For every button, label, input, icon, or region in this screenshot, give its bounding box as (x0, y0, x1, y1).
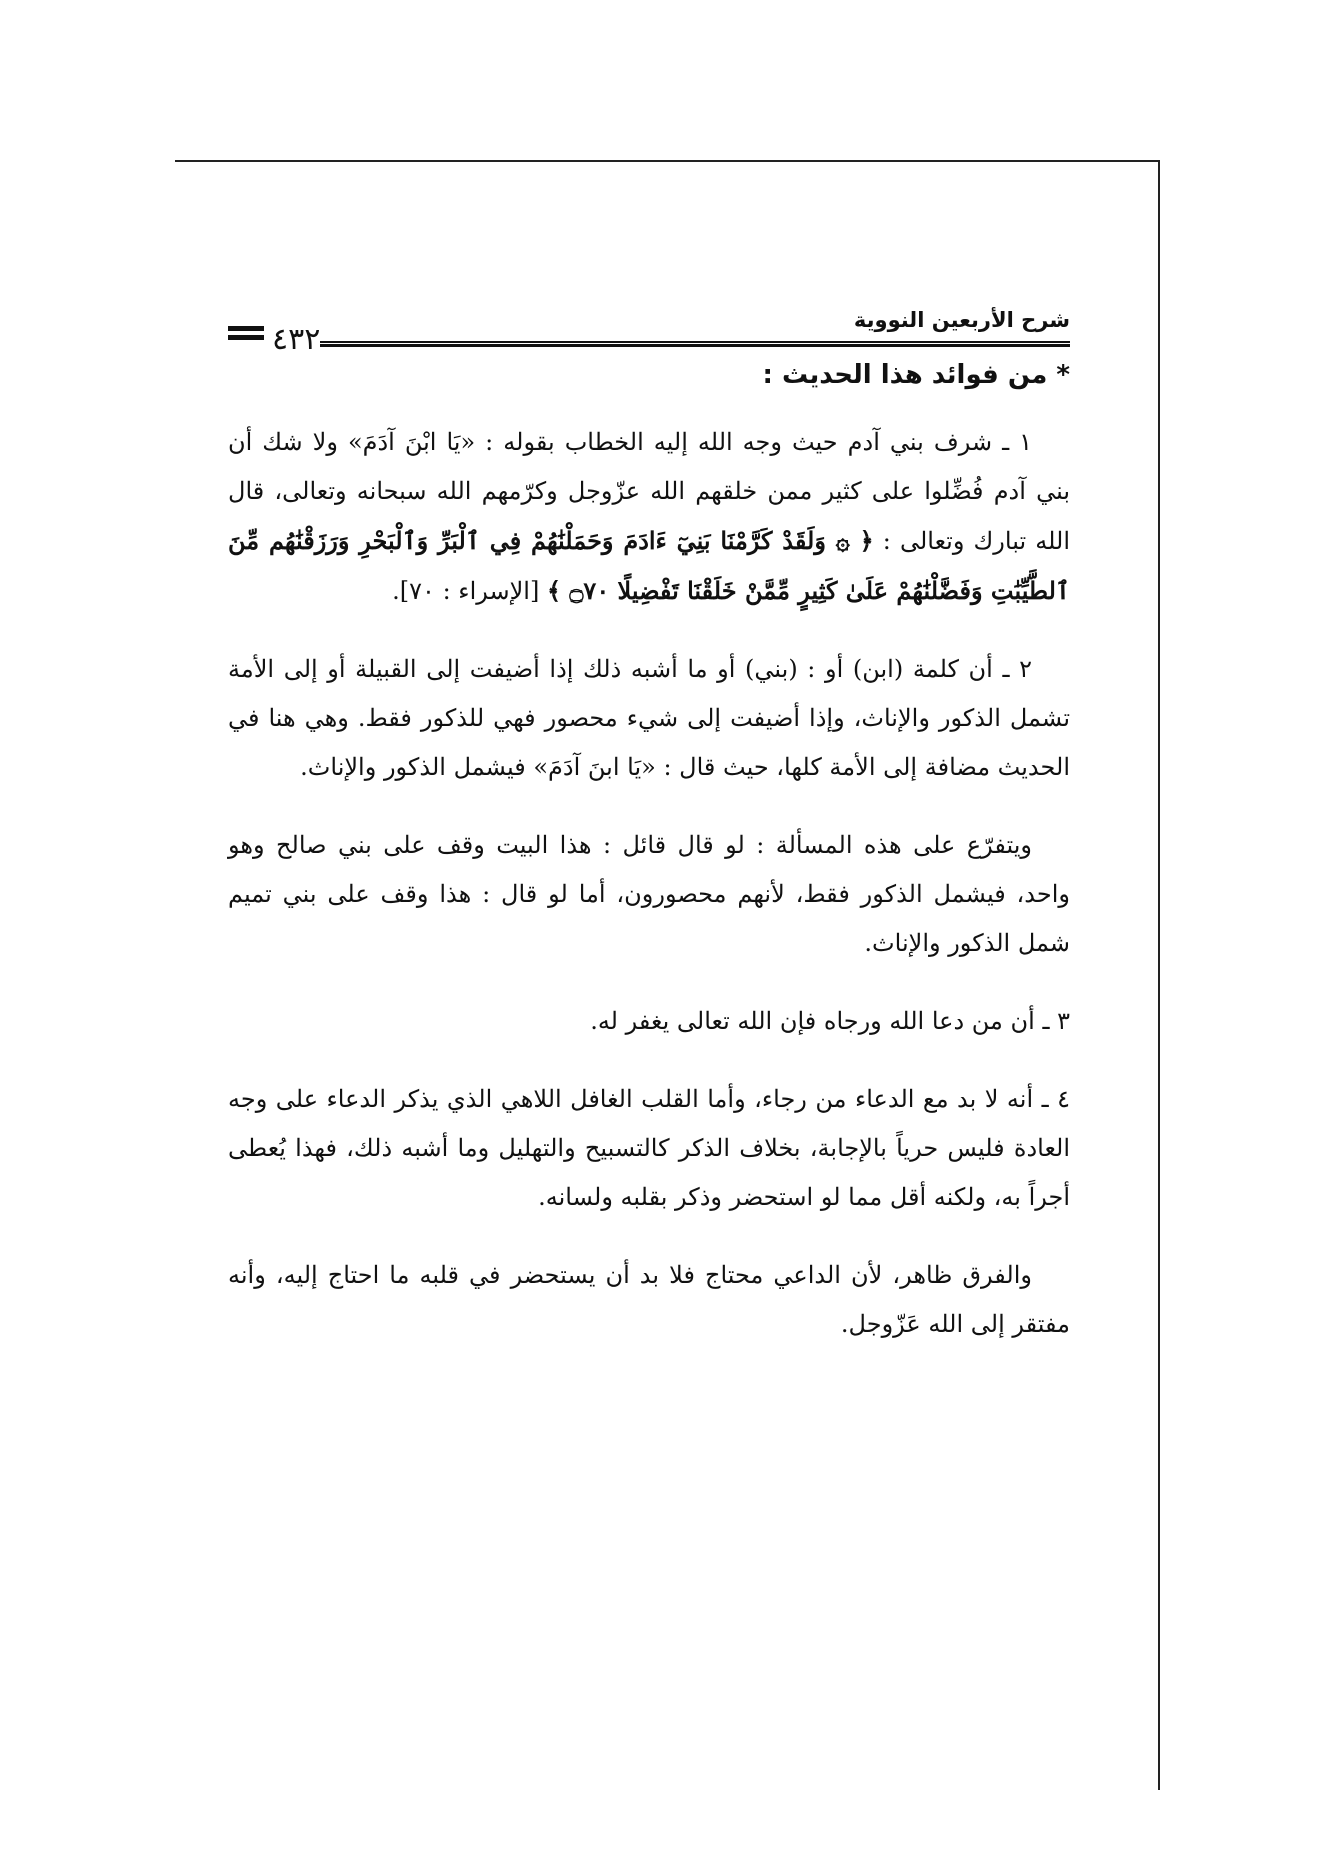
section-heading: * من فوائد هذا الحديث : (762, 360, 1070, 390)
benefit-3-paragraph: ٣ ـ أن من دعا الله ورجاه فإن الله تعالى يغفر له. (590, 1007, 1070, 1035)
benefit-1-text: ١ ـ شرف بني آدم حيث وجه الله إليه الخطاب بقوله : «يَا ابْنَ آدَمَ» ولا شك أن بني آدم فُضِّلوا على كثير ممن خلقهم الله عزّوجل وكرّمهم الله سبحانه وتعالى، قال الله تبارك وتعالى : (228, 428, 1071, 555)
running-header (228, 290, 1070, 357)
quran-verse: ﴿ ۞ وَلَقَدْ كَرَّمْنَا بَنِيٓ ءَادَمَ وَحَمَلْنَٰهُمْ فِي ٱلْبَرِّ وَٱلْبَحْرِ وَرَزَقْنَٰهُم مِّنَ ٱلطَّيِّبَٰتِ وَفَضَّلْنَٰهُمْ عَلَىٰ كَثِيرٍ مِّمَّنْ خَلَقْنَا تَفْضِيلًا ۝٧٠ ﴾ (228, 526, 1070, 605)
benefit-1-paragraph (228, 418, 1070, 616)
book-title: شرح الأربعين النووية (853, 308, 1070, 332)
benefit-2-paragraph: ٢ ـ أن كلمة (ابن) أو : (بني) أو ما أشبه ذلك إذا أضيفت إلى القبيلة أو إلى الأمة تشمل الذكور والإناث، وإذا أضيفت إلى شيء محصور فهي للذكور فقط. وهي هنا في الحديث مضافة إلى الأمة كلها، حيث قال : «يَا ابنَ آدَمَ» فيشمل الذكور والإناث. (228, 655, 1070, 781)
benefit-4-paragraph: ٤ ـ أنه لا بد مع الدعاء من رجاء، وأما القلب الغافل اللاهي الذي يذكر الدعاء على وجه العادة فليس حرياً بالإجابة، بخلاف الذكر كالتسبيح والتهليل وما أشبه ذلك، فهذا يُعطى أجراً به، ولكنه أقل مما لو استحضر وذكر بقلبه ولسانه. (228, 1085, 1071, 1211)
scan-right-border (1158, 160, 1160, 1790)
verse-citation: [الإسراء : ٧٠]. (392, 577, 547, 605)
header-rule (320, 341, 1070, 347)
book-page (228, 290, 1070, 1378)
header-bars-ornament (228, 326, 264, 340)
branch-paragraph: ويتفرّع على هذه المسألة : لو قال قائل : هذا البيت وقف على بني صالح وهو واحد، فيشمل الذكور فقط، لأنهم محصورون، أما لو قال : هذا وقف على بني تميم شمل الذكور والإناث. (228, 831, 1070, 957)
scan-top-border (175, 160, 1160, 162)
difference-paragraph: والفرق ظاهر، لأن الداعي محتاج فلا بد أن يستحضر في قلبه ما احتاج إليه، وأنه مفتقر إلى الله عَزّوجل. (228, 1261, 1070, 1338)
page-number: ٤٣٢ (272, 322, 321, 357)
